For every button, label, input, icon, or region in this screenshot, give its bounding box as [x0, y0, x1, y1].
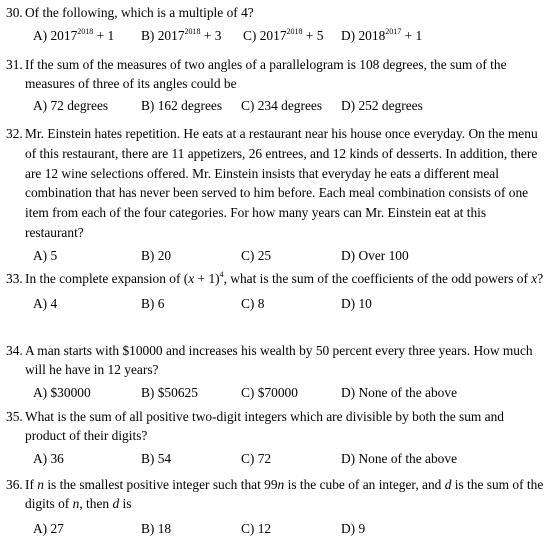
question-number: 33. [6, 271, 23, 286]
choice-b: B) 6 [141, 296, 165, 311]
choice-a: A) $30000 [33, 385, 91, 400]
question-36 [8, 475, 546, 538]
choice-a: A) 27 [33, 521, 64, 536]
question-31 [8, 55, 546, 115]
question-text: If the sum of the measures of two angles of a parallelogram is 108 degrees, the sum of the measures of three of its angles could be [25, 57, 507, 91]
question-number: 31. [6, 57, 23, 72]
question-stem [8, 3, 546, 22]
choice-b: B) $50625 [141, 385, 198, 400]
question-text: A man starts with $10000 and increases his wealth by 50 percent every three years. How much will he have in 12 years? [25, 343, 533, 377]
choice-c: C) $70000 [241, 385, 298, 400]
choice-d: D) 10 [341, 296, 372, 311]
question-number: 36. [6, 477, 23, 492]
answer-choices [8, 519, 546, 538]
choice-d: D) $2018^{2017} + 1$ [341, 26, 423, 43]
choice-d: D) None of the above [341, 451, 458, 466]
choice-b: B) $2017^{2018} + 3$ [141, 26, 222, 43]
choice-b: B) 54 [141, 451, 172, 466]
choice-d: D) 252 degrees [341, 98, 423, 113]
answer-choices [8, 294, 546, 313]
choice-c: C) $2017^{2018} + 5$ [243, 26, 324, 43]
choice-a: A) 36 [33, 451, 64, 466]
question-number: 34. [6, 343, 23, 358]
answer-choices [8, 383, 546, 402]
answer-choices [8, 246, 546, 265]
question-number: 32. [6, 126, 23, 141]
question-33 [8, 269, 546, 313]
choice-d: D) 9 [341, 521, 366, 536]
question-stem [8, 475, 546, 513]
question-30 [8, 3, 546, 45]
choice-d: D) None of the above [341, 385, 458, 400]
choice-a: A) $2017^{2018} + 1$ [33, 26, 115, 43]
choice-a: A) 4 [33, 296, 58, 311]
choice-c: C) 8 [241, 296, 265, 311]
question-text: Mr. Einstein hates repetition. He eats at a restaurant near his house once everyday. On the menu of this restaurant, there are 11 appetizers, 26 entrees, and 12 kinds of desserts. In addition, there are 12 wine selections offered. Mr. Einstein insists that everyday he eats a different meal combination that has never been served to him before. Each meal combination consists of one item from each of the four categories. For how many years can Mr. Einstein eat at this restaurant? [25, 126, 538, 240]
question-32 [8, 124, 546, 265]
choice-c: C) 12 [241, 521, 272, 536]
question-number: 30. [6, 5, 23, 20]
question-number: 35. [6, 409, 23, 424]
question-stem [8, 124, 546, 243]
question-text: What is the sum of all positive two-digit integers which are divisible by both the sum and product of their digits? [25, 409, 505, 443]
question-stem [8, 407, 546, 445]
choice-a: A) 72 degrees [33, 98, 109, 113]
question-34 [8, 341, 546, 402]
choice-c: C) 234 degrees [241, 98, 323, 113]
choice-b: B) 18 [141, 521, 172, 536]
question-stem [8, 269, 546, 288]
answer-choices [8, 26, 546, 45]
choice-b: B) 162 degrees [141, 98, 223, 113]
question-text: Of the following, which is a multiple of 4? [25, 5, 254, 20]
question-stem [8, 55, 546, 93]
choice-c: C) 72 [241, 451, 272, 466]
answer-choices [8, 449, 546, 468]
choice-d: D) Over 100 [341, 247, 409, 263]
choice-c: C) 25 [241, 247, 272, 263]
question-stem [8, 341, 546, 379]
question-35 [8, 407, 546, 468]
choice-b: B) 20 [141, 247, 172, 263]
answer-choices [8, 96, 546, 115]
question-text: If n is the smallest positive integer such that 99n is the cube of an integer, and d is the sum of the digits of n, then d is [25, 477, 544, 511]
choice-a: A) 5 [33, 247, 58, 263]
question-text: In the complete expansion of $(x + 1)^4$, what is the sum of the coefficients of the odd powers of x? [25, 269, 544, 286]
